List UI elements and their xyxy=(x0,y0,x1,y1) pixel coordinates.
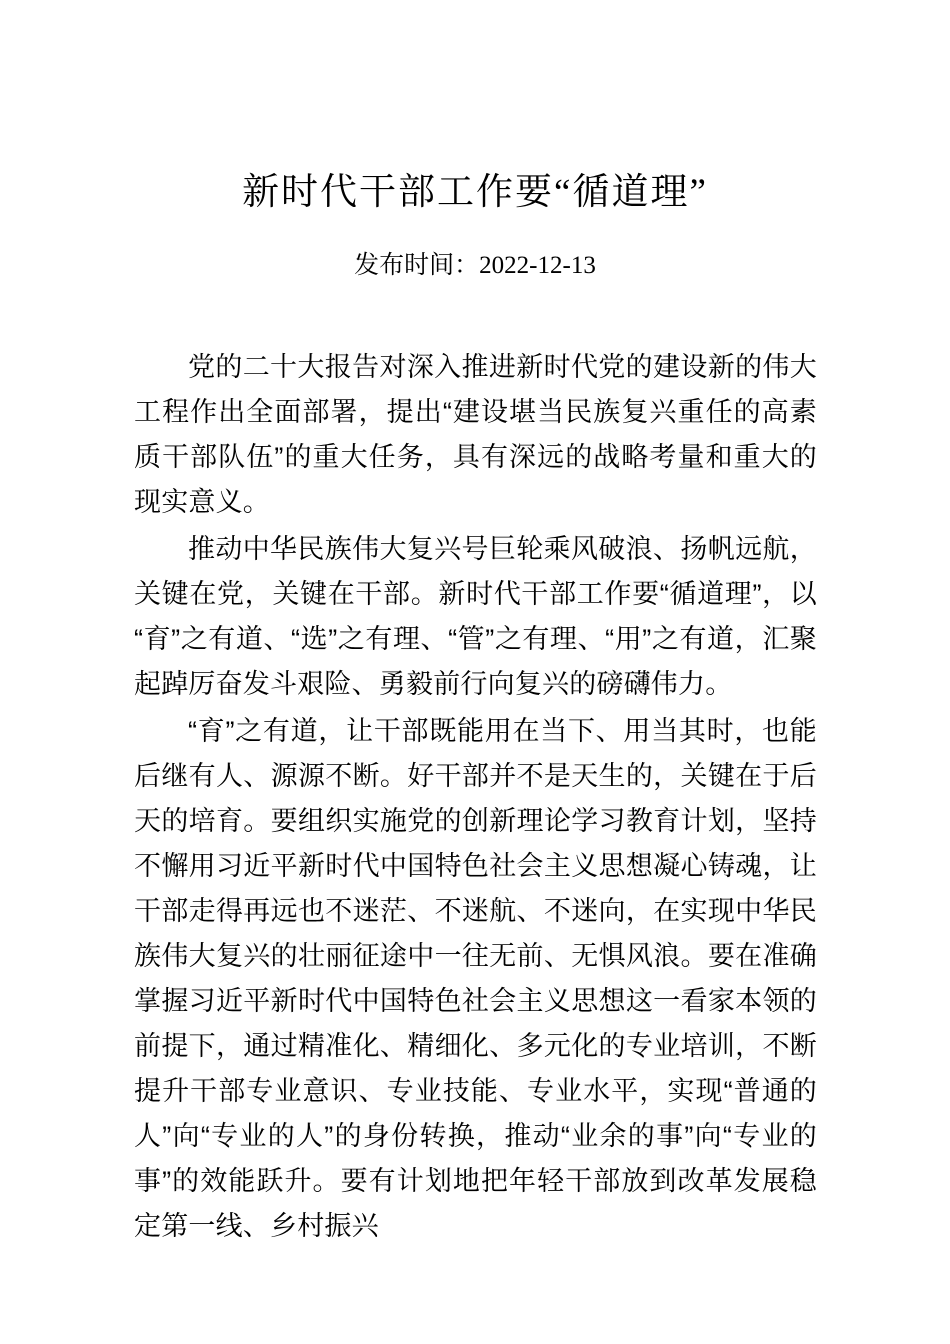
body-paragraph-1: 党的二十大报告对深入推进新时代党的建设新的伟大工程作出全面部署，提出“建设堪当民族复兴重任的高素质干部队伍”的重大任务，具有深远的战略考量和重大的现实意义。 xyxy=(134,352,817,517)
publish-date-value: 2022-12-13 xyxy=(479,252,596,279)
article-body xyxy=(134,345,817,1249)
publish-date-label: 发布时间： xyxy=(354,251,480,279)
body-paragraph-2: 推动中华民族伟大复兴号巨轮乘风破浪、扬帆远航，关键在党，关键在干部。新时代干部工作要“循道理”，以“育”之有道、“选”之有理、“管”之有理、“用”之有道，汇聚起踔厉奋发斗艰险、勇毅前行向复兴的磅礴伟力。 xyxy=(134,534,817,699)
body-paragraph-3: “育”之有道，让干部既能用在当下、用当其时，也能后继有人、源源不断。好干部并不是天生的，关键在于后天的培育。要组织实施党的创新理论学习教育计划，坚持不懈用习近平新时代中国特色社会主义思想凝心铸魂，让干部走得再远也不迷茫、不迷航、不迷向，在实现中华民族伟大复兴的壮丽征途中一往无前、无惧风浪。要在准确掌握习近平新时代中国特色社会主义思想这一看家本领的前提下，通过精准化、精细化、多元化的专业培训，不断提升干部专业意识、专业技能、专业水平，实现“普通的人”向“专业的人”的身份转换，推动“业余的事”向“专业的事”的效能跃升。要有计划地把年轻干部放到改革发展稳定第一线、乡村振兴 xyxy=(134,716,817,1241)
document-title: 新时代干部工作要“循道理” xyxy=(242,172,708,213)
publish-date-line xyxy=(0,250,950,281)
